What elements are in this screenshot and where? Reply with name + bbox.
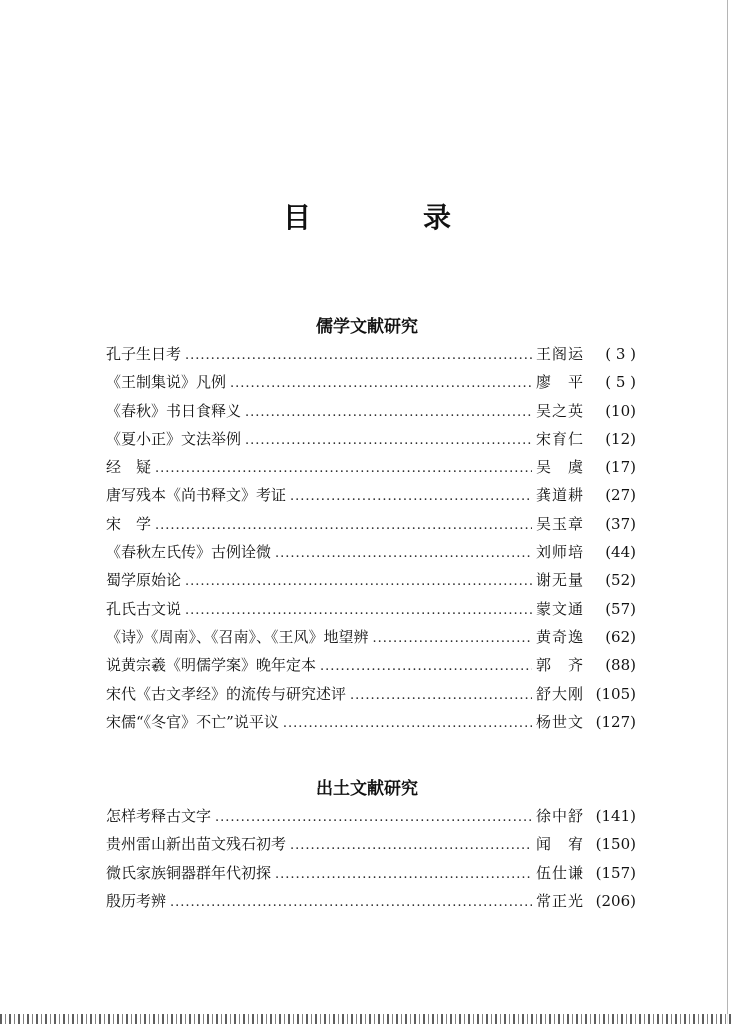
entry-author: 廖 平 bbox=[535, 373, 584, 392]
toc-entry[interactable] bbox=[106, 481, 636, 509]
entry-title: 《春秋左氏传》古例诠微 bbox=[106, 543, 272, 562]
entry-page: (10) bbox=[605, 401, 636, 420]
leader-dots bbox=[290, 483, 532, 511]
toc-entry[interactable] bbox=[106, 887, 636, 915]
entry-page: ( 5 ) bbox=[605, 373, 636, 392]
toc-entry[interactable] bbox=[106, 510, 636, 538]
leader-dots bbox=[275, 861, 532, 889]
entry-author: 杨世文 bbox=[535, 712, 584, 731]
entry-title: 蜀学原始论 bbox=[106, 571, 182, 590]
entry-author: 吴玉章 bbox=[535, 514, 584, 533]
entry-page: (44) bbox=[605, 543, 636, 562]
entry-page: (150) bbox=[595, 835, 636, 854]
entry-page: ( 3 ) bbox=[605, 345, 636, 363]
entry-title: 孔氏古文说 bbox=[106, 599, 182, 618]
page-title: 目 录 bbox=[282, 201, 493, 234]
toc-entry[interactable] bbox=[106, 595, 636, 623]
entry-page: (52) bbox=[605, 571, 636, 590]
entry-title: 《诗》《周南》、《召南》、《王风》地望辨 bbox=[106, 627, 369, 646]
entry-page: (57) bbox=[605, 599, 636, 618]
entry-title: 宋 学 bbox=[106, 514, 152, 533]
toc-entry[interactable] bbox=[106, 566, 636, 594]
entry-title: 说黄宗羲《明儒学案》晚年定本 bbox=[106, 656, 317, 675]
entry-page: (27) bbox=[605, 486, 636, 505]
toc-list-confucian bbox=[106, 340, 636, 736]
toc-entry[interactable] bbox=[106, 859, 636, 887]
leader-dots bbox=[215, 804, 532, 832]
toc-entry[interactable] bbox=[106, 340, 636, 368]
entry-title: 贵州雷山新出苗文残石初考 bbox=[106, 835, 287, 854]
leader-dots bbox=[170, 889, 532, 917]
entry-page: (127) bbox=[595, 712, 636, 731]
toc-entry[interactable] bbox=[106, 623, 636, 651]
entry-author: 蒙文通 bbox=[535, 599, 584, 618]
entry-author: 黄奇逸 bbox=[535, 627, 584, 646]
leader-dots bbox=[185, 342, 532, 370]
entry-page: (12) bbox=[605, 429, 636, 448]
section-heading-confucian: 儒学文献研究 bbox=[316, 317, 418, 337]
entry-page: (88) bbox=[605, 656, 636, 675]
toc-entry[interactable] bbox=[106, 538, 636, 566]
entry-author: 吴 虞 bbox=[535, 458, 584, 477]
leader-dots bbox=[155, 455, 532, 483]
entry-title: 殷历考辨 bbox=[106, 891, 167, 910]
section-heading-excavated: 出土文献研究 bbox=[316, 779, 418, 799]
entry-title: 微氏家族铜器群年代初探 bbox=[106, 863, 272, 882]
toc-list-excavated bbox=[106, 802, 636, 915]
entry-author: 龚道耕 bbox=[535, 486, 584, 505]
entry-title: 《王制集说》凡例 bbox=[106, 373, 227, 392]
leader-dots bbox=[320, 653, 532, 681]
entry-author: 常正光 bbox=[535, 891, 584, 910]
entry-page: (141) bbox=[595, 807, 636, 825]
entry-title: 宋儒“《冬官》不亡”说平议 bbox=[106, 712, 279, 731]
toc-entry[interactable] bbox=[106, 425, 636, 453]
entry-author: 宋育仁 bbox=[535, 429, 584, 448]
toc-entry[interactable] bbox=[106, 368, 636, 396]
leader-dots bbox=[283, 710, 532, 738]
toc-entry[interactable] bbox=[106, 680, 636, 708]
entry-title: 《夏小正》文法举例 bbox=[106, 429, 242, 448]
leader-dots bbox=[350, 682, 532, 710]
entry-author: 舒大刚 bbox=[535, 684, 584, 703]
leader-dots bbox=[373, 625, 532, 653]
entry-author: 刘师培 bbox=[535, 543, 584, 562]
leader-dots bbox=[275, 540, 532, 568]
toc-entry[interactable] bbox=[106, 397, 636, 425]
toc-entry[interactable] bbox=[106, 708, 636, 736]
entry-page: (206) bbox=[595, 891, 636, 910]
entry-author: 吴之英 bbox=[535, 401, 584, 420]
entry-author: 谢无量 bbox=[535, 571, 584, 590]
toc-entry[interactable] bbox=[106, 830, 636, 858]
entry-title: 经 疑 bbox=[106, 458, 152, 477]
leader-dots bbox=[245, 399, 532, 427]
toc-entry[interactable] bbox=[106, 651, 636, 679]
leader-dots bbox=[185, 568, 532, 596]
entry-author: 闻 宥 bbox=[535, 835, 584, 854]
entry-page: (105) bbox=[595, 684, 636, 703]
entry-author: 伍仕谦 bbox=[535, 863, 584, 882]
entry-title: 孔子生日考 bbox=[106, 345, 182, 363]
entry-title: 《春秋》书日食释义 bbox=[106, 401, 242, 420]
scan-noise-strip bbox=[0, 1014, 734, 1024]
toc-entry[interactable] bbox=[106, 802, 636, 830]
leader-dots bbox=[185, 597, 532, 625]
entry-page: (62) bbox=[605, 627, 636, 646]
toc-entry[interactable] bbox=[106, 453, 636, 481]
entry-page: (157) bbox=[595, 863, 636, 882]
entry-title: 唐写残本《尚书释文》考证 bbox=[106, 486, 287, 505]
entry-author: 王阁运 bbox=[535, 345, 584, 363]
entry-author: 郭 齐 bbox=[535, 656, 584, 675]
entry-page: (17) bbox=[605, 458, 636, 477]
leader-dots bbox=[245, 427, 532, 455]
entry-author: 徐中舒 bbox=[535, 807, 584, 825]
leader-dots bbox=[290, 832, 532, 860]
leader-dots bbox=[155, 512, 532, 540]
page-edge-line bbox=[727, 0, 728, 1024]
entry-page: (37) bbox=[605, 514, 636, 533]
leader-dots bbox=[230, 370, 532, 398]
entry-title: 怎样考释古文字 bbox=[106, 807, 212, 825]
entry-title: 宋代《古文孝经》的流传与研究述评 bbox=[106, 684, 347, 703]
